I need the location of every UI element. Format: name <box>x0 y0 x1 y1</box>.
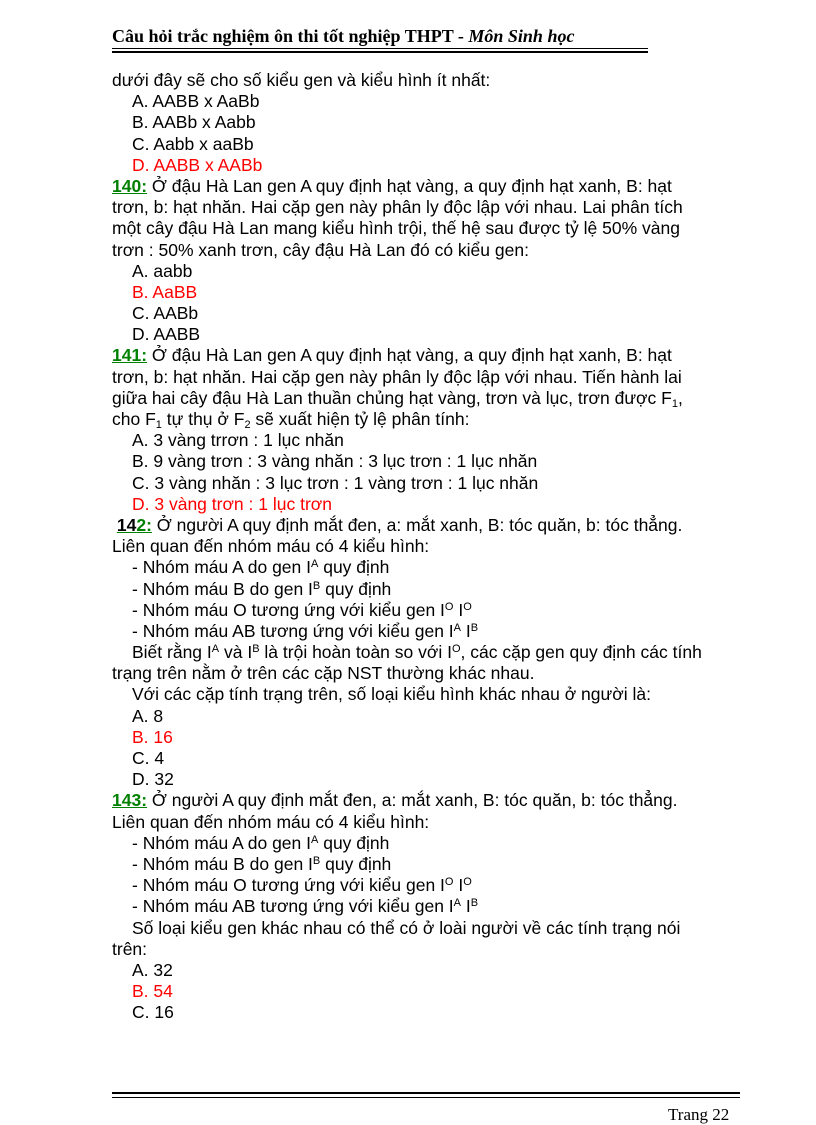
q141-text-4b: tự thụ ở F <box>161 409 245 429</box>
q142-number-colored: 2: <box>136 514 152 535</box>
q141-option-a: A. 3 vàng trrơn : 1 lục nhăn <box>132 430 344 451</box>
q142-option-d: D. 32 <box>132 769 174 790</box>
bullet-text: I <box>453 599 464 620</box>
q143-bullet-4 <box>112 896 764 917</box>
bullet-text: quy định <box>318 832 390 853</box>
para-text: Biết rằng I <box>132 642 212 663</box>
q142-bullet-3 <box>112 600 764 621</box>
superscript: A <box>453 897 462 910</box>
superscript: B <box>312 579 321 592</box>
q140-line-1 <box>112 176 764 197</box>
q141-line-3 <box>112 388 764 409</box>
superscript: B <box>312 854 321 867</box>
q140-option-b-answer: B. AaBB <box>132 281 198 302</box>
header-rule <box>112 48 648 49</box>
q140-line-4: trơn : 50% xanh trơn, cây đậu Hà Lan đó có kiểu gen: <box>112 239 529 260</box>
q142-bullet-4 <box>112 621 764 642</box>
q142-para-2: trạng trên nằm ở trên các cặp NST thường khác nhau. <box>112 663 535 684</box>
q142-number <box>117 515 152 535</box>
q143-bullet-3 <box>112 875 764 896</box>
q142-option-a: A. 8 <box>132 705 164 726</box>
q141-line-4 <box>112 409 764 430</box>
bullet-text: - Nhóm máu AB tương ứng với kiểu gen I <box>132 896 454 917</box>
superscript: O <box>463 600 472 613</box>
intro-line: dưới đây sẽ cho số kiểu gen và kiểu hình ít nhất: <box>112 70 491 90</box>
q140-text-1: Ở đậu Hà Lan gen A quy định hạt vàng, a quy định hạt xanh, B: hạt <box>147 175 672 196</box>
bullet-text: - Nhóm máu A do gen I <box>132 832 311 853</box>
subscript: 1 <box>671 397 678 410</box>
intro-option-d-answer: D. AABB x AABb <box>132 154 263 175</box>
q143-para-1: Số loại kiểu gen khác nhau có thể có ở loài người về các tính trạng nói <box>132 917 681 938</box>
superscript: B <box>470 897 479 910</box>
q143-line-2: Liên quan đến nhóm máu có 4 kiểu hình: <box>112 811 430 832</box>
subscript: 2 <box>244 419 251 431</box>
page-number: Trang 22 <box>668 1105 730 1124</box>
para-text: , các cặp gen quy định các tính <box>460 642 702 663</box>
q143-text-1: Ở người A quy định mắt đen, a: mắt xanh, B: tóc quăn, b: tóc thẳng. <box>147 790 678 811</box>
superscript: A <box>311 833 319 846</box>
q141-text-3b: , <box>677 387 683 408</box>
q142-option-c: C. 4 <box>132 748 165 768</box>
page-header <box>112 24 648 50</box>
q142-line-1 <box>112 515 764 536</box>
q141-line-2: trơn, b: hạt nhăn. Hai cặp gen này phân ly độc lập với nhau. Tiến hành lai <box>112 366 682 387</box>
header-rule-thick <box>112 51 648 53</box>
q142-option-b-answer: B. 16 <box>132 726 173 747</box>
superscript: A <box>211 643 220 656</box>
bullet-text: - Nhóm máu AB tương ứng với kiểu gen I <box>132 620 454 641</box>
q141-number: 141: <box>112 345 148 366</box>
q141-text-1: Ở đậu Hà Lan gen A quy định hạt vàng, a quy định hạt xanh, B: hạt <box>147 345 672 366</box>
q142-text-1: Ở người A quy định mắt đen, a: mắt xanh, B: tóc quăn, b: tóc thẳng. <box>151 514 683 535</box>
superscript: O <box>444 876 454 889</box>
header-subject: Môn Sinh học <box>468 26 575 46</box>
q142-bullet-1 <box>112 557 764 578</box>
superscript: A <box>453 621 462 634</box>
q142-number-plain: 14 <box>116 514 137 535</box>
q142-bullet-2 <box>112 579 764 600</box>
q141-option-b: B. 9 vàng trơn : 3 vàng nhăn : 3 lục trơn : 1 lục nhăn <box>132 451 538 472</box>
footer-rule-thick <box>112 1092 740 1094</box>
q141-text-4c: sẽ xuất hiện tỷ lệ phân tính: <box>250 409 470 429</box>
q143-number: 143: <box>112 790 148 811</box>
q141-text-4a: cho F <box>112 409 156 429</box>
bullet-text: - Nhóm máu O tương ứng với kiểu gen I <box>132 599 445 620</box>
q140-option-d: D. AABB <box>132 324 201 345</box>
q141-text-3: giữa hai cây đậu Hà Lan thuần chủng hạt vàng, trơn và lục, trơn được F <box>112 387 672 408</box>
header-title: Câu hỏi trắc nghiệm ôn thi tốt nghiệp THPT <box>112 26 454 46</box>
footer-rule <box>112 1097 740 1098</box>
subscript: 1 <box>155 419 162 431</box>
superscript: O <box>444 600 454 613</box>
para-text: và I <box>219 642 253 663</box>
intro-option-c: C. Aabb x aaBb <box>132 133 254 154</box>
header-dash: - <box>453 26 469 46</box>
q140-line-3: một cây đậu Hà Lan mang kiểu hình trội, thế hệ sau được tỷ lệ 50% vàng <box>112 218 680 239</box>
superscript: B <box>252 643 260 656</box>
bullet-text: quy định <box>320 578 392 599</box>
bullet-text: - Nhóm máu B do gen I <box>132 853 313 874</box>
superscript: B <box>470 621 479 634</box>
bullet-text: - Nhóm máu O tương ứng với kiểu gen I <box>132 875 445 896</box>
q142-para-1 <box>112 642 764 663</box>
bullet-text: - Nhóm máu A do gen I <box>132 557 311 578</box>
q143-option-c: C. 16 <box>132 1002 174 1023</box>
para-text: là trội hoàn toàn so với I <box>259 642 452 663</box>
q143-para-2: trên: <box>112 938 148 959</box>
q140-option-a: A. aabb <box>132 260 193 281</box>
intro-option-b: B. AABb x Aabb <box>132 112 256 133</box>
q141-line-1 <box>112 345 764 366</box>
q143-option-b-answer: B. 54 <box>132 981 173 1002</box>
q140-number: 140: <box>112 175 148 196</box>
q142-para-3: Với các cặp tính trạng trên, số loại kiểu hình khác nhau ở người là: <box>132 684 651 705</box>
intro-option-a: A. AABB x AaBb <box>132 91 260 112</box>
q143-option-a: A. 32 <box>132 959 173 980</box>
q140-line-2: trơn, b: hạt nhăn. Hai cặp gen này phân ly độc lập với nhau. Lai phân tích <box>112 197 683 218</box>
bullet-text: quy định <box>318 557 390 578</box>
q142-line-2: Liên quan đến nhóm máu có 4 kiểu hình: <box>112 536 430 557</box>
bullet-text: I <box>461 896 471 917</box>
superscript: O <box>451 643 461 656</box>
bullet-text: I <box>461 620 471 641</box>
bullet-text: I <box>453 875 464 896</box>
q143-bullet-2 <box>112 854 764 875</box>
q140-option-c: C. AABb <box>132 303 199 324</box>
page-content <box>112 70 764 1023</box>
superscript: O <box>463 876 472 889</box>
bullet-text: - Nhóm máu B do gen I <box>132 578 313 599</box>
q143-bullet-1 <box>112 833 764 854</box>
bullet-text: quy định <box>320 853 392 874</box>
q141-option-c: C. 3 vàng nhăn : 3 lục trơn : 1 vàng trơn : 1 lục nhăn <box>132 472 539 493</box>
superscript: A <box>311 558 319 571</box>
q141-option-d-answer: D. 3 vàng trơn : 1 lục trơn <box>132 493 332 514</box>
q143-line-1 <box>112 790 764 811</box>
